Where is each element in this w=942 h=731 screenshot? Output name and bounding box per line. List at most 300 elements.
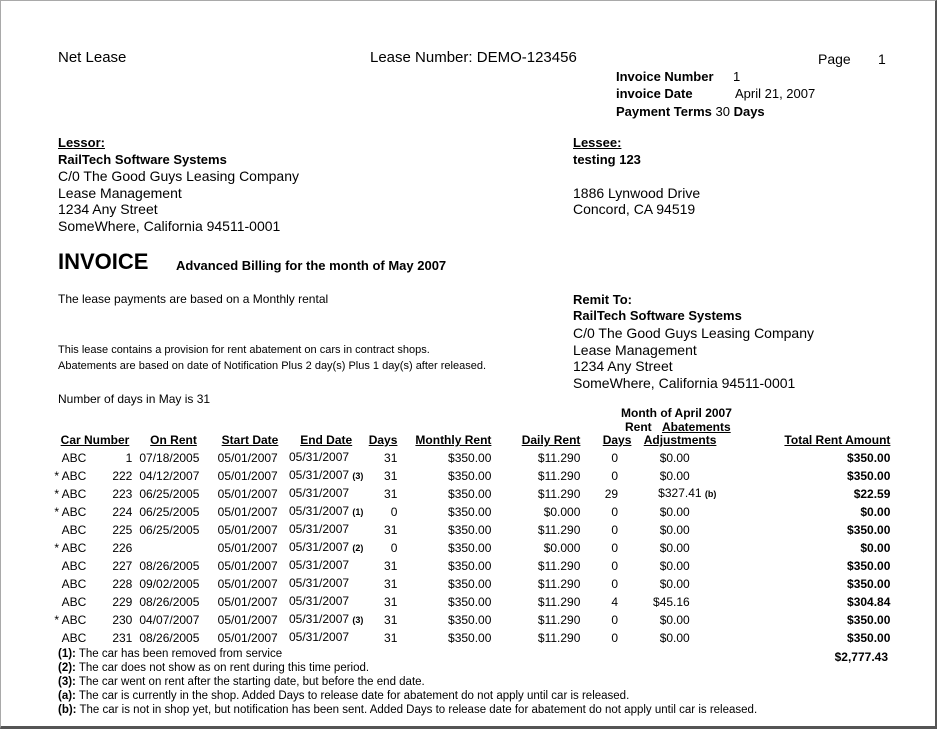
cell-monthly-rent [397,521,491,539]
provision-line1: This lease contains a provision for rent abatement on cars in contract shops. [58,344,430,356]
cell-end-date [289,485,363,503]
lessor-line1: C/0 The Good Guys Leasing Company [58,168,299,184]
on-rent-date: 09/02/2005 [139,576,200,591]
start-date: 05/01/2007 [217,486,278,501]
cell-car-number [54,467,136,485]
adjustment: $0.00 [659,558,690,573]
lease-number-label: Lease Number: [370,49,473,66]
adjustment: $0.00 [659,540,690,555]
footnote [58,647,757,661]
cell-start-date [211,575,289,593]
col-start-date: Start Date [221,433,279,447]
table-row [54,575,890,593]
cell-monthly-rent [397,467,491,485]
remit-line2: Lease Management [573,342,697,358]
cell-total [716,611,890,629]
cell-monthly-rent [397,593,491,611]
remit-line4: SomeWhere, California 94511-0001 [573,375,796,391]
cell-monthly-rent [397,539,491,557]
cell-car-number [54,629,136,647]
cell-days [363,521,397,539]
end-date: 05/31/2007 [289,468,350,482]
start-date: 05/01/2007 [217,450,278,465]
table-row [54,467,890,485]
page-number: 1 [878,51,886,67]
cell-on-rent [136,467,211,485]
end-date: 05/31/2007 [289,450,350,464]
car-num: 227 [112,558,133,573]
payment-terms-label: Payment Terms [616,104,712,119]
start-date: 05/01/2007 [217,540,278,555]
cell-total [716,557,890,575]
end-note: (3) [352,471,364,481]
invoice-number-label: Invoice Number [616,69,714,84]
group-header: Month of April 2007 [621,406,732,420]
provision-line2: Abatements are based on date of Notification Plus 2 day(s) Plus 1 day(s) after released. [58,360,487,372]
cell-days [363,539,397,557]
days: 31 [384,468,398,483]
on-rent-date: 08/26/2005 [139,558,200,573]
cell-on-rent [136,629,211,647]
cell-start-date [211,539,289,557]
daily-rent: $11.290 [537,630,581,645]
daily-rent: $11.290 [537,468,581,483]
total-amount: $22.59 [853,486,891,501]
monthly-rent: $350.00 [448,576,492,591]
cell-days [363,449,397,467]
end-note: (1) [352,507,364,517]
monthly-rent: $350.00 [448,468,492,483]
car-mark: ABC [61,504,87,519]
car-mark: ABC [61,522,87,537]
cell-total [716,539,890,557]
table-row [54,503,890,521]
cell-on-rent [136,449,211,467]
abate-days: 0 [611,522,619,537]
adjustment: $0.00 [659,576,690,591]
car-mark: ABC [61,594,87,609]
table-row [54,629,890,647]
footnote-code: (3): [58,676,76,688]
row-star: * [54,504,59,519]
page-label: Page [818,51,851,67]
cell-total [716,629,890,647]
car-mark: ABC [61,630,87,645]
lessee-line2: Concord, CA 94519 [573,201,696,217]
footnote [58,689,757,703]
cell-daily-rent [491,557,580,575]
cell-daily-rent [491,467,580,485]
cell-daily-rent [491,521,580,539]
cell-adjustments [631,629,716,647]
on-rent-date: 04/12/2007 [139,468,200,483]
cell-on-rent [136,575,211,593]
abate-days: 0 [611,468,619,483]
car-mark: ABC [61,540,87,555]
cell-monthly-rent [397,485,491,503]
cell-total [716,575,890,593]
on-rent-date: 06/25/2005 [139,486,200,501]
basis-text: The lease payments are based on a Monthly rental [58,292,329,306]
cell-end-date [289,449,363,467]
payment-terms [616,104,765,119]
cell-adjustments [631,449,716,467]
daily-rent: $11.290 [537,576,581,591]
lessor-line2: Lease Management [58,185,182,201]
cell-end-date [289,557,363,575]
daily-rent: $11.290 [537,522,581,537]
remit-name: RailTech Software Systems [573,308,742,323]
end-date: 05/31/2007 [289,594,350,608]
start-date: 05/01/2007 [217,558,278,573]
cell-car-number [54,521,136,539]
adjustment: $45.16 [653,594,690,609]
group-sub-left: Rent [625,420,652,434]
col-total: Total Rent Amount [784,433,891,447]
monthly-rent: $350.00 [448,504,492,519]
invoice-date-label: invoice Date [616,86,693,101]
car-num: 231 [112,630,133,645]
cell-days [363,485,397,503]
invoice-title: INVOICE [58,249,149,274]
footnote-code: (a): [58,690,76,702]
cell-daily-rent [491,611,580,629]
cell-car-number [54,539,136,557]
payment-terms-unit: Days [733,104,765,119]
total-amount: $304.84 [847,594,891,609]
cell-end-date [289,629,363,647]
start-date: 05/01/2007 [217,630,278,645]
col-days: Days [368,433,398,447]
cell-end-date [289,611,363,629]
on-rent-date: 08/26/2005 [139,594,200,609]
adjustment: $0.00 [659,630,690,645]
car-mark: ABC [61,576,87,591]
end-date: 05/31/2007 [289,486,350,500]
daily-rent: $11.290 [537,486,581,501]
total-amount: $350.00 [847,612,891,627]
cell-daily-rent [491,593,580,611]
on-rent-date: 06/25/2005 [139,522,200,537]
cell-monthly-rent [397,611,491,629]
table-row [54,557,890,575]
cell-car-number [54,593,136,611]
row-star: * [54,612,59,627]
cell-days [363,593,397,611]
car-num: 1 [125,450,133,465]
adjustment: $327.41 [658,486,702,500]
car-num: 230 [112,612,133,627]
cell-on-rent [136,539,211,557]
days: 31 [384,558,398,573]
monthly-rent: $350.00 [448,522,492,537]
car-num: 224 [112,504,133,519]
days: 31 [384,612,398,627]
cell-adjustments [631,611,716,629]
lease-number-value: DEMO-123456 [476,49,577,66]
car-num: 222 [112,468,133,483]
col-car-number: Car Number [60,433,130,447]
cell-end-date [289,593,363,611]
total-amount: $0.00 [860,504,891,519]
cell-daily-rent [491,449,580,467]
daily-rent: $0.000 [543,504,581,519]
cell-daily-rent [491,485,580,503]
footnote-text: The car is currently in the shop. Added Days to release date for abatement do not apply until car is released. [75,690,630,702]
total-amount: $350.00 [847,450,891,465]
monthly-rent: $350.00 [448,594,492,609]
days: 31 [384,450,398,465]
cell-monthly-rent [397,557,491,575]
car-mark: ABC [61,486,87,501]
lessor-line3: 1234 Any Street [58,201,158,217]
cell-car-number [54,575,136,593]
cell-abate-days [580,611,631,629]
group-sub-right: Abatements [662,420,731,434]
cell-days [363,557,397,575]
days: 0 [390,540,398,555]
total-amount: $350.00 [847,630,891,645]
cell-end-date [289,539,363,557]
cell-abate-days [580,521,631,539]
footnote-code: (2): [58,662,76,674]
on-rent-date: 07/18/2005 [139,450,200,465]
cell-abate-days [580,575,631,593]
footnote-code: (b): [58,704,77,716]
end-note: (3) [352,615,364,625]
cell-abate-days [580,467,631,485]
cell-days [363,575,397,593]
cell-start-date [211,449,289,467]
lessee-line1: 1886 Lynwood Drive [573,185,701,201]
abate-days: 0 [611,450,619,465]
cell-on-rent [136,521,211,539]
footnote-text: The car is not in shop yet, but notification has been sent. Added Days to release date for abatement do not apply until car is released. [76,704,758,716]
cell-adjustments [631,467,716,485]
end-date: 05/31/2007 [289,504,350,518]
cell-car-number [54,485,136,503]
cell-monthly-rent [397,449,491,467]
monthly-rent: $350.00 [448,486,492,501]
start-date: 05/01/2007 [217,468,278,483]
remit-line3: 1234 Any Street [573,358,673,374]
monthly-rent: $350.00 [448,540,492,555]
cell-daily-rent [491,575,580,593]
footnote-text: The car went on rent after the starting date, but before the end date. [75,676,425,688]
rent-table-body [54,449,890,647]
payment-terms-value: 30 [715,104,730,119]
footnotes [58,647,757,717]
abate-days: 0 [611,630,619,645]
adjustment: $0.00 [659,522,690,537]
cell-total [716,503,890,521]
end-date: 05/31/2007 [289,612,350,626]
total-amount: $350.00 [847,522,891,537]
lessee-heading: Lessee: [573,135,622,150]
cell-abate-days [580,449,631,467]
table-row [54,485,890,503]
row-star: * [54,486,59,501]
days: 31 [384,576,398,591]
cell-abate-days [580,503,631,521]
on-rent-date: 08/26/2005 [139,630,200,645]
cell-on-rent [136,485,211,503]
cell-days [363,611,397,629]
daily-rent: $11.290 [537,450,581,465]
total-amount: $0.00 [860,540,891,555]
lessor-line4: SomeWhere, California 94511-0001 [58,218,281,234]
cell-start-date [211,593,289,611]
cell-abate-days [580,629,631,647]
col-on-rent: On Rent [150,433,197,447]
lease-type: Net Lease [58,49,127,66]
cell-car-number [54,557,136,575]
cell-adjustments [631,485,716,503]
cell-on-rent [136,593,211,611]
adjustment: $0.00 [659,504,690,519]
table-row [54,611,890,629]
billing-subtitle: Advanced Billing for the month of May 2007 [176,258,447,273]
col-monthly-rent: Monthly Rent [415,433,492,447]
cell-start-date [211,557,289,575]
col-daily-rent: Daily Rent [521,433,581,447]
cell-monthly-rent [397,629,491,647]
cell-abate-days [580,557,631,575]
total-amount: $350.00 [847,576,891,591]
cell-days [363,629,397,647]
col-adjustments: Adjustments [643,433,717,447]
car-mark: ABC [61,558,87,573]
lessor-heading: Lessor: [58,135,105,150]
cell-on-rent [136,557,211,575]
start-date: 05/01/2007 [217,504,278,519]
table-row [54,593,890,611]
days: 31 [384,594,398,609]
col-abate-days: Days [602,433,632,447]
cell-total [716,485,890,503]
monthly-rent: $350.00 [448,612,492,627]
cell-total [716,521,890,539]
invoice-number-value: 1 [733,69,741,84]
table-header-row [54,432,890,449]
abate-days: 0 [611,576,619,591]
end-date: 05/31/2007 [289,540,350,554]
table-row [54,449,890,467]
table-row [54,539,890,557]
days: 31 [384,630,398,645]
daily-rent: $11.290 [537,594,581,609]
car-mark: ABC [61,612,87,627]
lessee-name: testing 123 [573,152,641,167]
lessor-name: RailTech Software Systems [58,152,227,167]
cell-daily-rent [491,629,580,647]
car-num: 225 [112,522,133,537]
rent-table [54,432,890,647]
footnote [58,675,757,689]
lease-number [370,49,577,66]
cell-adjustments [631,521,716,539]
monthly-rent: $350.00 [448,630,492,645]
days: 0 [390,504,398,519]
cell-adjustments [631,593,716,611]
cell-abate-days [580,485,631,503]
daily-rent: $11.290 [537,612,581,627]
cell-monthly-rent [397,575,491,593]
cell-adjustments [631,503,716,521]
abate-days: 0 [611,612,619,627]
abate-days: 0 [611,504,619,519]
cell-car-number [54,449,136,467]
end-note: (2) [352,543,364,553]
cell-start-date [211,629,289,647]
monthly-rent: $350.00 [448,558,492,573]
cell-end-date [289,575,363,593]
start-date: 05/01/2007 [217,594,278,609]
remit-line1: C/0 The Good Guys Leasing Company [573,325,814,341]
adj-note: (b) [704,489,717,499]
footnote-text: The car does not show as on rent during this time period. [75,662,370,674]
footnote-text: The car has been removed from service [75,648,283,660]
row-star: * [54,468,59,483]
footnote-code: (1): [58,648,76,660]
invoice-date-value: April 21, 2007 [735,86,816,101]
cell-days [363,467,397,485]
start-date: 05/01/2007 [217,612,278,627]
row-star: * [54,540,59,555]
abate-days: 0 [611,558,619,573]
daily-rent: $0.000 [543,540,581,555]
total-amount: $350.00 [847,558,891,573]
cell-total [716,593,890,611]
cell-daily-rent [491,503,580,521]
daily-rent: $11.290 [537,558,581,573]
cell-end-date [289,467,363,485]
abate-days: 0 [611,540,619,555]
days-in-month: Number of days in May is 31 [58,392,211,406]
cell-total [716,449,890,467]
cell-start-date [211,485,289,503]
car-num: 226 [112,540,133,555]
cell-start-date [211,467,289,485]
cell-days [363,503,397,521]
cell-start-date [211,521,289,539]
col-end-date: End Date [300,433,353,447]
car-mark: ABC [61,450,87,465]
cell-abate-days [580,539,631,557]
adjustment: $0.00 [659,450,690,465]
abate-days: 29 [604,486,619,501]
car-num: 229 [112,594,133,609]
cell-abate-days [580,593,631,611]
footnote [58,703,757,717]
end-date: 05/31/2007 [289,630,350,644]
total-amount: $350.00 [847,468,891,483]
cell-adjustments [631,575,716,593]
footnote [58,661,757,675]
days: 31 [384,522,398,537]
end-date: 05/31/2007 [289,522,350,536]
cell-adjustments [631,539,716,557]
abate-days: 4 [611,594,619,609]
grand-total: $2,777.43 [834,650,888,664]
cell-adjustments [631,557,716,575]
adjustment: $0.00 [659,468,690,483]
on-rent-date: 04/07/2007 [139,612,200,627]
days: 31 [384,486,398,501]
cell-monthly-rent [397,503,491,521]
end-date: 05/31/2007 [289,576,350,590]
cell-daily-rent [491,539,580,557]
